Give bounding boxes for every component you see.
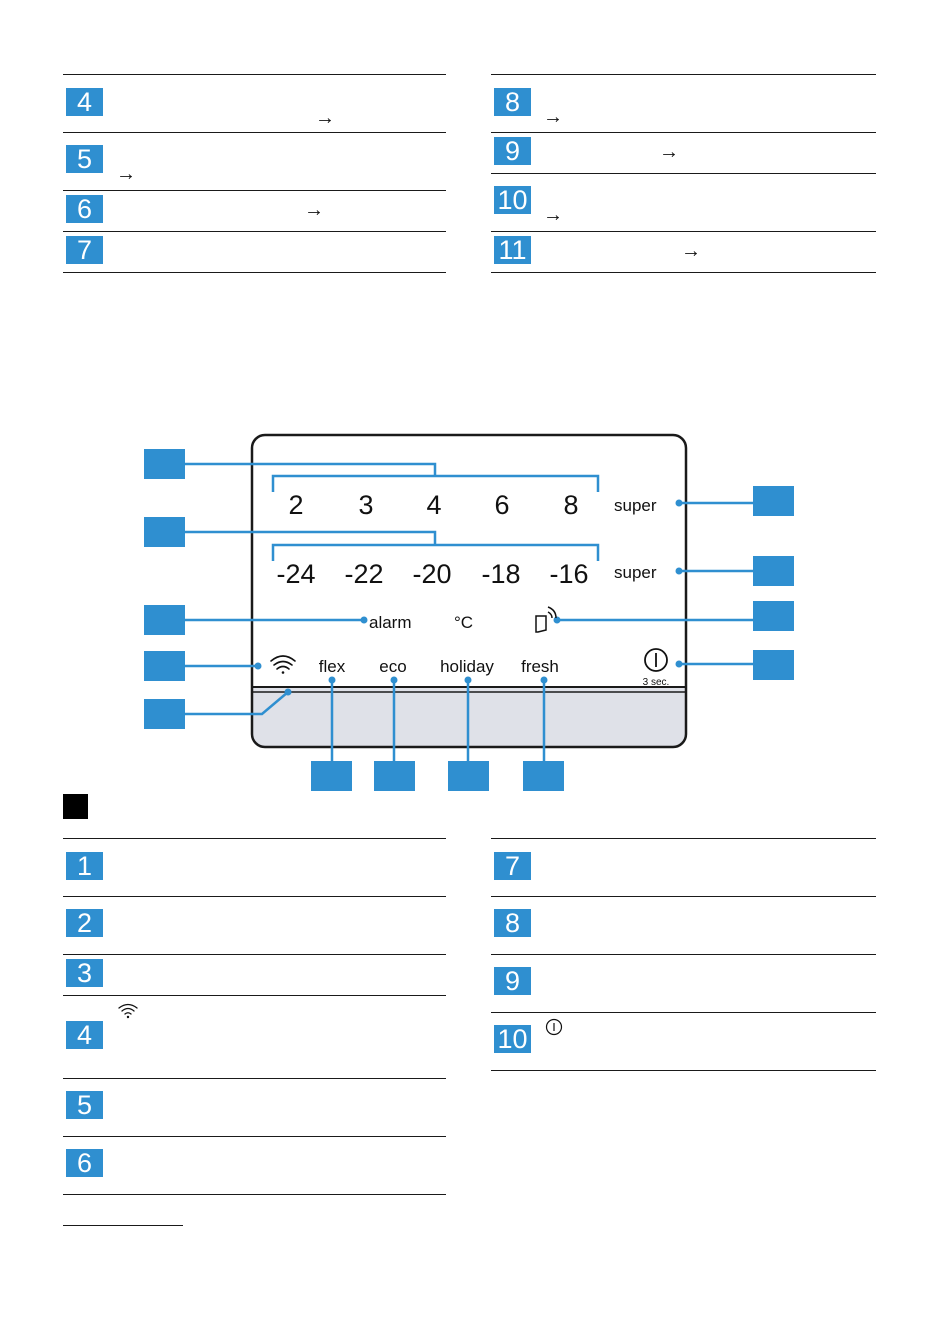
- freezer-temp-label: -20: [412, 559, 452, 589]
- callout-box: [144, 699, 185, 729]
- right-arrow-icon: →: [681, 240, 701, 262]
- wifi-icon: [118, 1002, 138, 1020]
- number-badge: 9: [494, 967, 531, 995]
- table-row: [63, 838, 446, 897]
- table-row: [491, 955, 876, 1013]
- number-badge: 4: [66, 88, 103, 116]
- fridge-temp-label: 8: [563, 490, 579, 520]
- callout-box: [753, 556, 794, 586]
- right-arrow-icon: →: [543, 106, 563, 128]
- number-badge: 10: [494, 1025, 531, 1053]
- table-row: [491, 897, 876, 955]
- fridge-temp-label: 4: [426, 490, 442, 520]
- number-badge: 1: [66, 852, 103, 880]
- number-badge: 10: [494, 186, 531, 214]
- fridge-temp-label: 2: [288, 490, 304, 520]
- power-icon: [545, 1018, 563, 1036]
- table-row: [63, 1137, 446, 1195]
- number-badge: 9: [494, 137, 531, 165]
- table-row: [491, 838, 876, 897]
- number-badge: 6: [66, 195, 103, 223]
- number-badge: 4: [66, 1021, 103, 1049]
- section-marker: [63, 794, 88, 819]
- super-freezer-label: super: [614, 563, 657, 582]
- callout-box: [448, 761, 489, 791]
- right-arrow-icon: →: [116, 163, 136, 185]
- table-row: [491, 1013, 876, 1071]
- right-arrow-icon: →: [304, 199, 324, 221]
- table-row: [63, 1079, 446, 1137]
- number-badge: 8: [494, 88, 531, 116]
- mode-holiday-label: holiday: [440, 657, 494, 676]
- callout-box: [311, 761, 352, 791]
- unit-label: °C: [454, 613, 474, 632]
- callout-box: [753, 650, 794, 680]
- callout-box: [144, 517, 185, 547]
- number-badge: 3: [66, 959, 103, 987]
- mode-fresh-label: fresh: [521, 657, 559, 676]
- freezer-temp-label: -18: [481, 559, 521, 589]
- number-badge: 8: [494, 909, 531, 937]
- callout-box: [523, 761, 564, 791]
- number-badge: 6: [66, 1149, 103, 1177]
- bottom-table-right: [491, 838, 876, 1071]
- number-badge: 7: [494, 852, 531, 880]
- number-badge: 11: [494, 236, 531, 264]
- callout-box: [753, 486, 794, 516]
- callout-box: [374, 761, 415, 791]
- fridge-temp-label: 6: [494, 490, 510, 520]
- bottom-table-left: [63, 838, 446, 1195]
- right-arrow-icon: →: [543, 204, 563, 226]
- door-alarm-icon: [536, 607, 556, 632]
- footnote-rule: [63, 1225, 183, 1226]
- freezer-temp-label: -22: [344, 559, 384, 589]
- table-row: [63, 897, 446, 955]
- mode-eco-label: eco: [379, 657, 407, 676]
- mode-flex-label: flex: [318, 657, 346, 676]
- right-arrow-icon: →: [659, 141, 679, 163]
- power-icon: [645, 649, 667, 671]
- callout-box: [144, 651, 185, 681]
- freezer-temp-label: -24: [276, 559, 316, 589]
- callout-box: [753, 601, 794, 631]
- alarm-label: alarm: [369, 613, 412, 632]
- fridge-temp-label: 3: [358, 490, 374, 520]
- callout-box: [144, 449, 185, 479]
- super-fridge-label: super: [614, 496, 657, 515]
- table-row: [63, 955, 446, 996]
- power-hold-label: 3 sec.: [642, 677, 670, 688]
- number-badge: 5: [66, 1091, 103, 1119]
- right-arrow-icon: →: [315, 107, 335, 129]
- table-row: [63, 996, 446, 1079]
- number-badge: 5: [66, 145, 103, 173]
- wifi-icon: [271, 656, 295, 674]
- freezer-temp-label: -16: [549, 559, 589, 589]
- callout-box: [144, 605, 185, 635]
- number-badge: 7: [66, 236, 103, 264]
- number-badge: 2: [66, 909, 103, 937]
